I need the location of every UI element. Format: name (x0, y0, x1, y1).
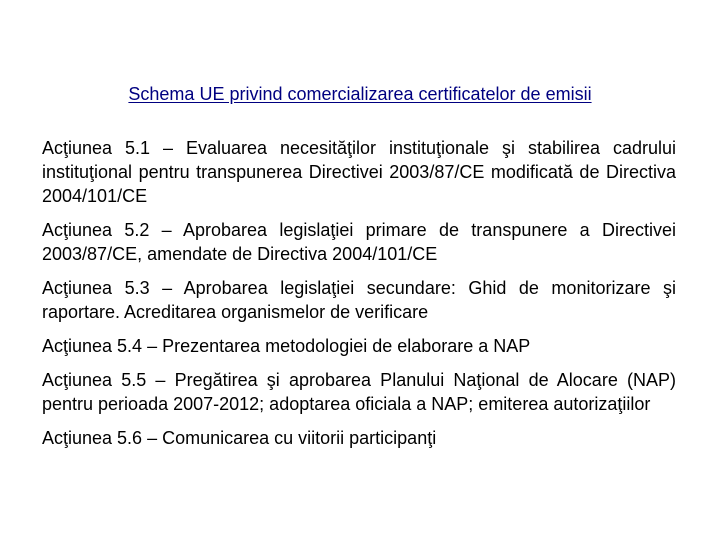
action-item-5-2: Acţiunea 5.2 – Aprobarea legislaţiei primare de transpunere a Directivei 2003/87/CE, amendate de Directiva 2004/101/CE (42, 220, 676, 264)
action-item-5-6: Acţiunea 5.6 – Comunicarea cu viitorii participanţi (42, 428, 437, 448)
action-item-5-4: Acţiunea 5.4 – Prezentarea metodologiei de elaborare a NAP (42, 336, 531, 356)
action-item-5-3: Acţiunea 5.3 – Aprobarea legislaţiei secundare: Ghid de monitorizare şi raportare. Acreditarea organismelor de verificare (42, 278, 676, 322)
action-item-5-1: Acţiunea 5.1 – Evaluarea necesităţilor instituţionale şi stabilirea cadrului instituţional pentru transpunerea Directivei 2003/87/CE modificată de Directiva 2004/101/CE (42, 138, 676, 206)
action-list (42, 136, 676, 460)
action-item-5-5: Acţiunea 5.5 – Pregătirea şi aprobarea Planului Naţional de Alocare (NAP) pentru perioada 2007-2012; adoptarea oficiala a NAP; emiterea autorizaţiilor (42, 370, 676, 414)
slide-title: Schema UE privind comercializarea certificatelor de emisii (128, 84, 592, 104)
